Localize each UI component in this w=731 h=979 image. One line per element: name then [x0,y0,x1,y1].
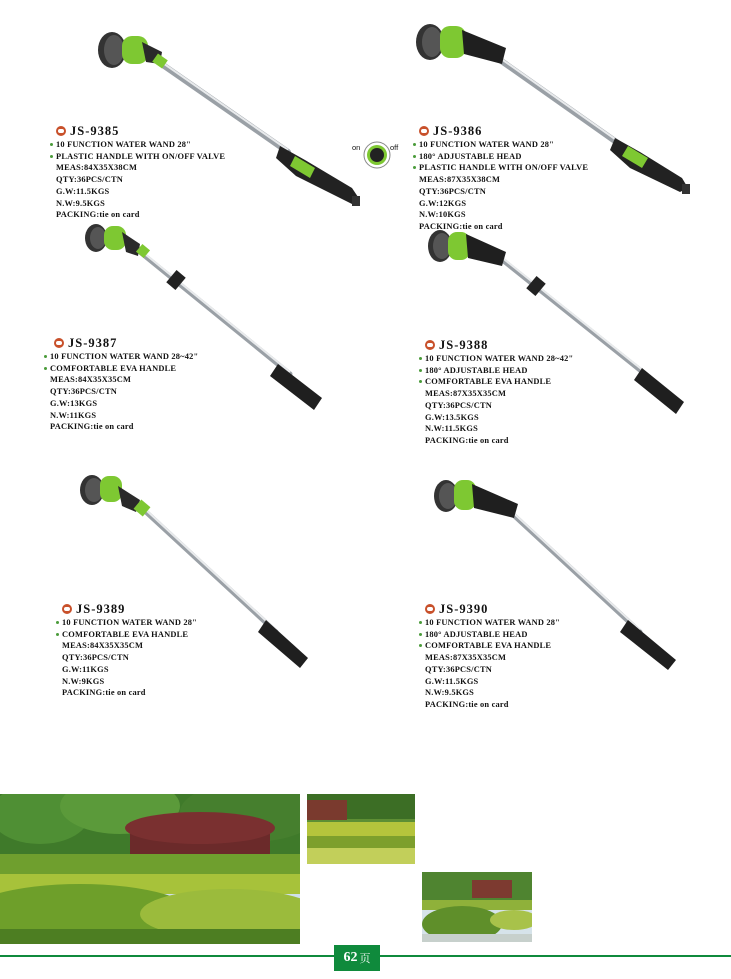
spec-line: 10 FUNCTION WATER WAND 28" [419,139,588,151]
spec-line: N.W:9.5KGS [425,688,474,698]
spec-line: QTY:36PCS/CTN [425,400,492,410]
spec-js-9388 [425,338,573,447]
page-number-suffix: 页 [359,952,371,965]
spec-line: N.W:11.5KGS [425,424,478,434]
spec-line: N.W:10KGS [419,210,466,220]
valve-off-label: off [390,143,399,152]
garden-photo-bottom-right [422,872,532,942]
spec-line: 10 FUNCTION WATER WAND 28" [62,618,198,627]
spec-line: 10 FUNCTION WATER WAND 28" [425,618,561,627]
arrow-bullet-icon [425,340,435,350]
spec-line: QTY:36PCS/CTN [50,387,117,397]
spec-line: 10 FUNCTION WATER WAND 28~42" [425,354,574,363]
page-number [334,945,380,971]
product-code: JS-9388 [439,338,489,352]
spec-line: MEAS:84X35X38CM [56,163,138,173]
spec-line: N.W:11KGS [50,410,97,420]
spec-line: G.W:11.5KGS [425,676,479,686]
arrow-bullet-icon [56,126,66,136]
spec-line: PLASTIC HANDLE WITH ON/OFF VALVE [419,163,589,173]
spec-line: PACKING:tie on card [419,221,503,231]
spec-line: 10 FUNCTION WATER WAND 28~42" [50,352,199,361]
valve-on-label: on [352,143,361,152]
spec-line: G.W:13.5KGS [425,412,479,422]
garden-photo-top-right [307,794,415,864]
spec-line: 180° ADJUSTABLE HEAD [425,629,560,641]
spec-line: 180° ADJUSTABLE HEAD [419,151,588,163]
spec-js-9386 [419,124,588,233]
spec-line: QTY:36PCS/CTN [56,175,123,185]
spec-line: COMFORTABLE EVA HANDLE [50,363,198,375]
arrow-bullet-icon [425,604,435,614]
spec-line: PLASTIC HANDLE WITH ON/OFF VALVE [56,151,226,161]
valve-detail-icon [362,140,392,170]
spec-line: QTY:36PCS/CTN [62,653,129,663]
spec-line: QTY:36PCS/CTN [419,186,486,196]
product-code: JS-9385 [70,124,120,138]
spec-line: 180° ADJUSTABLE HEAD [425,365,573,377]
spec-line: MEAS:84X35X35CM [50,375,132,385]
spec-js-9385 [56,124,225,221]
spec-line: G.W:11KGS [62,664,109,674]
spec-line: MEAS:87X35X35CM [425,389,507,399]
spec-line: PACKING:tie on card [50,422,134,432]
spec-line: MEAS:84X35X35CM [62,641,144,651]
product-code: JS-9386 [433,124,483,138]
spec-line: G.W:11.5KGS [56,186,110,196]
product-code: JS-9387 [68,336,118,350]
spec-js-9387 [50,336,198,433]
garden-photo-large [0,794,300,944]
spec-line: PACKING:tie on card [56,210,140,220]
page-number-value: 62 [343,950,358,965]
spec-js-9389 [62,602,197,699]
spec-line: G.W:12KGS [419,198,467,208]
spec-line: N.W:9KGS [62,676,105,686]
spec-line: COMFORTABLE EVA HANDLE [62,629,197,641]
spec-line: COMFORTABLE EVA HANDLE [425,376,573,388]
spec-line: MEAS:87X35X35CM [425,653,507,663]
spec-line: COMFORTABLE EVA HANDLE [425,640,560,652]
spec-line: PACKING:tie on card [425,435,509,445]
spec-line: QTY:36PCS/CTN [425,664,492,674]
spec-line: PACKING:tie on card [425,699,509,709]
spec-line: G.W:13KGS [50,398,98,408]
spec-line: N.W:9.5KGS [56,198,105,208]
spec-line: 10 FUNCTION WATER WAND 28" [56,139,225,151]
spec-js-9390 [425,602,560,711]
spec-line: MEAS:87X35X38CM [419,175,501,185]
arrow-bullet-icon [62,604,72,614]
product-code: JS-9390 [439,602,489,616]
arrow-bullet-icon [419,126,429,136]
product-code: JS-9389 [76,602,126,616]
arrow-bullet-icon [54,338,64,348]
spec-line: PACKING:tie on card [62,688,146,698]
